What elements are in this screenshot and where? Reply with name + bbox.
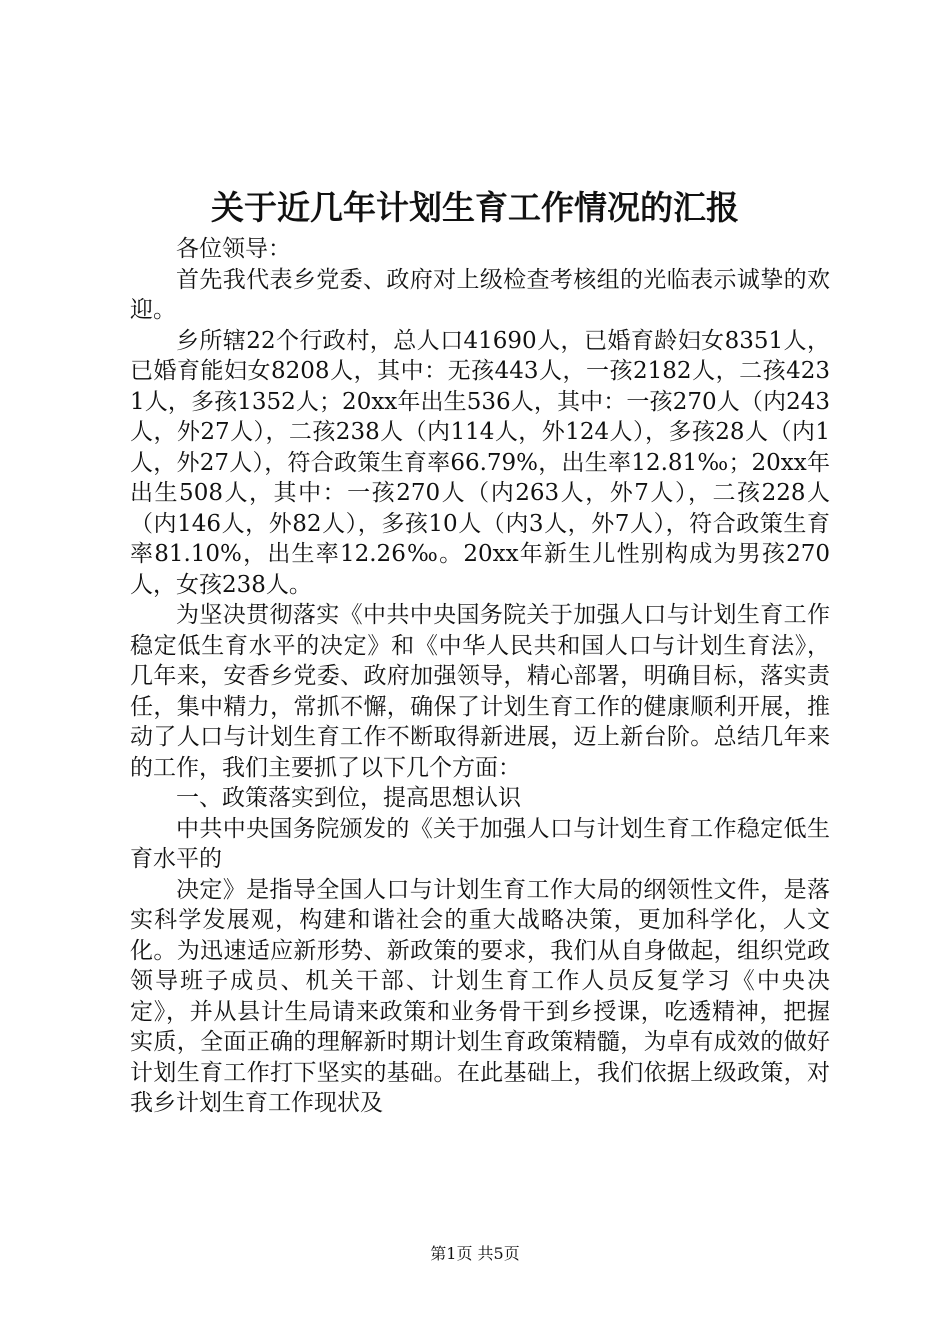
section-paragraph-1a: 中共中央国务院颁发的《关于加强人口与计划生育工作稳定低生育水平的 [130, 815, 830, 872]
page-footer: 第1页 共5页 [430, 1244, 520, 1263]
document-title: 关于近几年计划生育工作情况的汇报 [211, 188, 739, 227]
document-body [130, 234, 830, 1119]
section-paragraph-1b: 决定》是指导全国人口与计划生育工作大局的纲领性文件，是落实科学发展观，构建和谐社会的重大战略决策，更加科学化，人文化。为迅速适应新形势、新政策的要求，我们从自身做起，组织党政领导班子成员、机关干部、计划生育工作人员反复学习《中央决定》，并从县计生局请来政策和业务骨干到乡授课，吃透精神，把握实质，全面正确的理解新时期计划生育政策精髓，为卓有成效的做好计划生育工作打下坚实的基础。在此基础上，我们依据上级政策，对我乡计划生育工作现状及 [130, 876, 830, 1116]
welcome-paragraph: 首先我代表乡党委、政府对上级检查考核组的光临表示诚挚的欢迎。 [130, 266, 830, 323]
policy-paragraph: 为坚决贯彻落实《中共中央国务院关于加强人口与计划生育工作稳定低生育水平的决定》和《中华人民共和国人口与计划生育法》，几年来，安香乡党委、政府加强领导，精心部署，明确目标，落实责任，集中精力，常抓不懈，确保了计划生育工作的健康顺利开展，推动了人口与计划生育工作不断取得新进展，迈上新台阶。总结几年来的工作，我们主要抓了以下几个方面： [130, 602, 830, 781]
section-heading-1: 一、政策落实到位，提高思想认识 [176, 785, 521, 811]
salutation-paragraph: 各位领导： [176, 236, 291, 262]
statistics-paragraph: 乡所辖22个行政村，总人口41690人，已婚育龄妇女8351人，已婚育能妇女8208人，其中：无孩443人，一孩2182人，二孩4231人，多孩1352人；20xx年出生536人，其中：一孩270人（内243人，外27人），二孩238人（内114人，外124人），多孩28人（内1人，外27人），符合政策生育率66.79%，出生率12.81‰；20xx年出生508人，其中：一孩270人（内263人，外7人），二孩228人（内146人，外82人），多孩10人（内3人，外7人），符合政策生育率81.10%，出生率12.26‰。20xx年新生儿性别构成为男孩270人，女孩238人。 [130, 327, 830, 598]
